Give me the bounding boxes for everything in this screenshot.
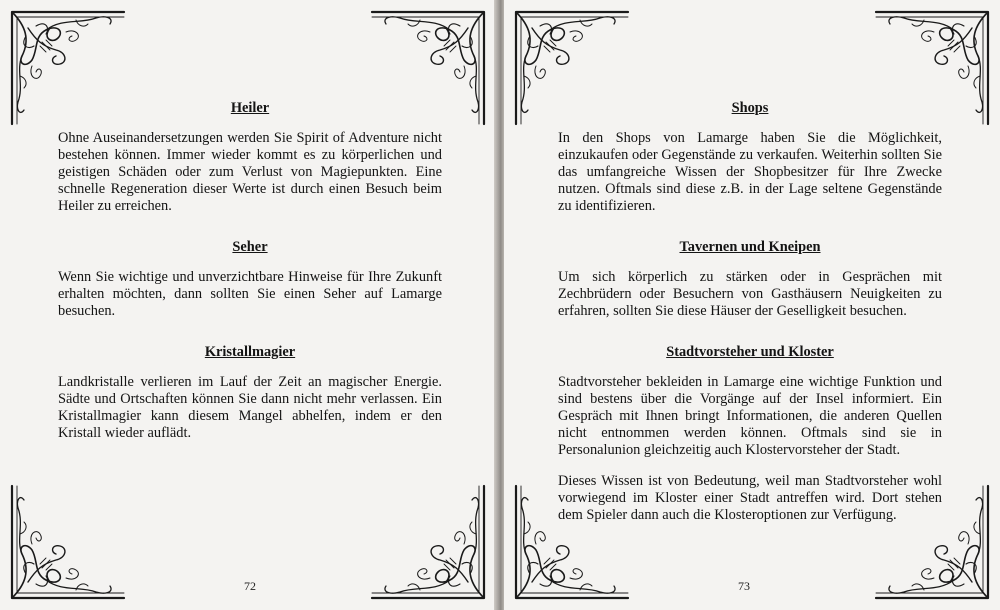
section-heading-seher: Seher — [232, 239, 268, 255]
right-page — [504, 0, 1000, 610]
ornament-corner-top-left-icon — [510, 6, 630, 126]
section-text-tavernen: Um sich körperlich zu stärken oder in Gesprächen mit Zechbrüdern oder Besuchern von Gasthäusern Neuigkeiten zu erfahren, sollten Sie diese Häuser der Geselligkeit besuchen. — [558, 269, 942, 319]
left-page-content — [58, 100, 442, 456]
section-text-stadtvorsteher-2: Dieses Wissen ist von Bedeutung, weil man Stadtvorsteher wohl vorwiegend im Kloster einer Stadt antreffen wird. Dort stehen dem Spieler dann auch die Klosteroptionen zur Verfügung. — [558, 473, 942, 523]
section-heading-kristallmagier: Kristallmagier — [204, 344, 296, 360]
section-heading-heiler: Heiler — [230, 100, 270, 116]
ornament-corner-bottom-right-icon — [874, 484, 994, 604]
ornament-corner-bottom-left-icon — [510, 484, 630, 604]
section-text-stadtvorsteher-1: Stadtvorsteher bekleiden in Lamarge eine wichtige Funktion und sind bestens über die Vorgänge auf der Insel informiert. Ein Gespräch mit Ihnen bringt Informationen, die anderen Quellen nicht entnommen werden können. Oftmals sind sie in Personalunion gleichzeitig auch Klostervorsteher der Stadt. — [558, 374, 942, 458]
section-heading-stadtvorsteher: Stadtvorsteher und Kloster — [666, 344, 834, 360]
section-heading-tavernen: Tavernen und Kneipen — [679, 239, 821, 255]
section-text-heiler: Ohne Auseinandersetzungen werden Sie Spirit of Adventure nicht bestehen können. Immer wieder kommt es zu körperlichen und geistigen Schäden oder zum Verlust von Magiepunkten. Eine schnelle Regeneration dieser Werte ist durch einen Besuch beim Heiler zu erreichen. — [58, 130, 442, 214]
section-heading-shops: Shops — [731, 100, 769, 116]
page-number-left: 72 — [244, 579, 256, 593]
ornament-corner-bottom-left-icon — [6, 484, 126, 604]
page-number-right: 73 — [738, 579, 750, 593]
section-text-shops: In den Shops von Lamarge haben Sie die Möglichkeit, einzukaufen oder Gegenstände zu verkaufen. Weiterhin sollten Sie das umfangreiche Wissen der Shopbesitzer für Ihre Zwecke nutzen. Oftmals sind diese z.B. in der Lage seltene Gegenstände zu identifizieren. — [558, 130, 942, 214]
section-text-kristallmagier: Landkristalle verlieren im Lauf der Zeit an magischer Energie. Sädte und Ortschaften können Sie dann nicht mehr verlassen. Ein Kristallmagier kann diesem Mangel abhelfen, indem er den Kristall wieder auflädt. — [58, 374, 442, 441]
section-text-seher: Wenn Sie wichtige und unverzichtbare Hinweise für Ihre Zukunft erhalten möchten, dann sollten Sie einen Seher auf Lamarge besuchen. — [58, 269, 442, 319]
ornament-corner-top-right-icon — [874, 6, 994, 126]
ornament-corner-bottom-right-icon — [370, 484, 490, 604]
left-page — [0, 0, 496, 610]
